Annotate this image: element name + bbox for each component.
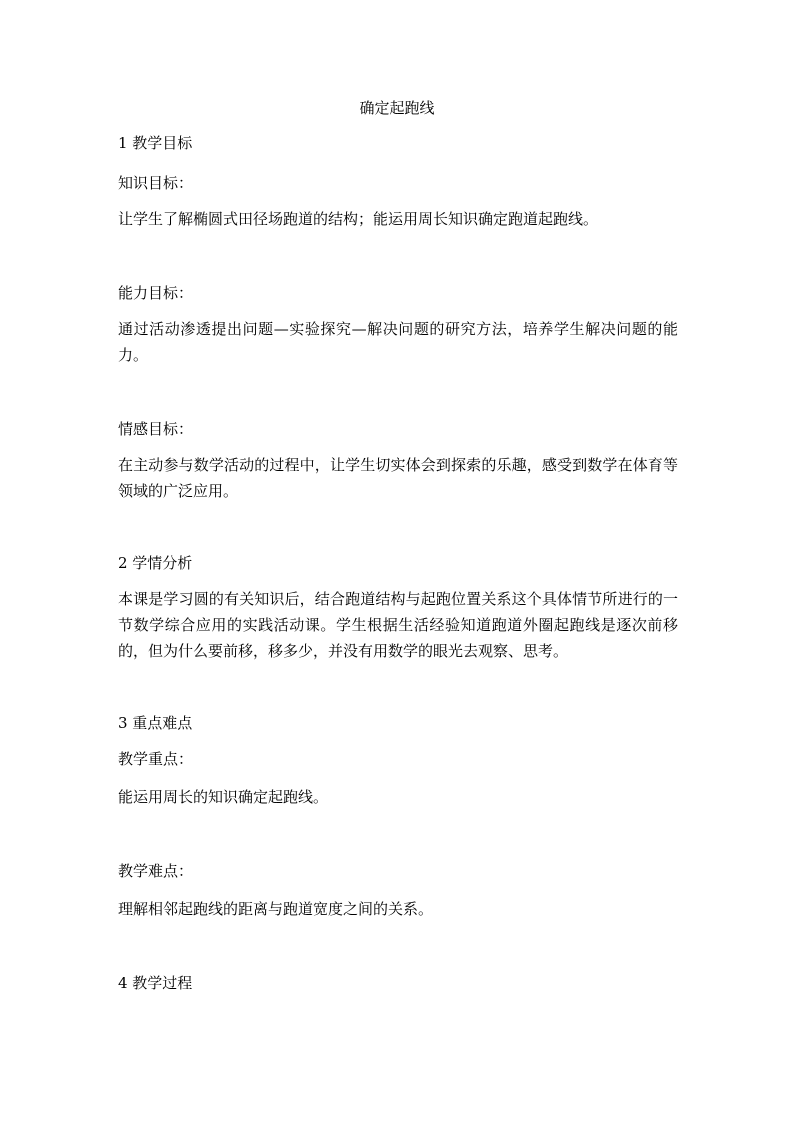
- ability-objective-label: 能力目标：: [118, 284, 194, 302]
- key-point-label: 教学重点：: [118, 750, 194, 768]
- section-heading-analysis: 2 学情分析: [118, 554, 193, 572]
- knowledge-objective-label: 知识目标：: [118, 174, 194, 192]
- document-title: 确定起跑线: [359, 99, 435, 117]
- emotion-objective-label: 情感目标：: [118, 420, 194, 438]
- section-heading-process: 4 教学过程: [118, 974, 193, 992]
- difficult-point-label: 教学难点：: [118, 862, 194, 880]
- emotion-objective-text: 在主动参与数学活动的过程中，让学生切实体会到探索的乐趣，感受到数学在体育等领域的广泛应用。: [118, 456, 678, 500]
- difficult-point-text: 理解相邻起跑线的距离与跑道宽度之间的关系。: [118, 900, 434, 918]
- section-heading-objectives: 1 教学目标: [118, 134, 193, 152]
- section-heading-key-points: 3 重点难点: [118, 714, 193, 732]
- ability-objective-text: 通过活动渗透提出问题—实验探究—解决问题的研究方法，培养学生解决问题的能力。: [118, 320, 678, 364]
- knowledge-objective-text: 让学生了解椭圆式田径场跑道的结构；能运用周长知识确定跑道起跑线。: [118, 210, 599, 228]
- analysis-text: 本课是学习圆的有关知识后，结合跑道结构与起跑位置关系这个具体情节所进行的一节数学综合应用的实践活动课。学生根据生活经验知道跑道外圈起跑线是逐次前移的，但为什么要前移，移多少，并没有用数学的眼光去观察、思考。: [118, 590, 678, 660]
- key-point-text: 能运用周长的知识确定起跑线。: [118, 788, 329, 806]
